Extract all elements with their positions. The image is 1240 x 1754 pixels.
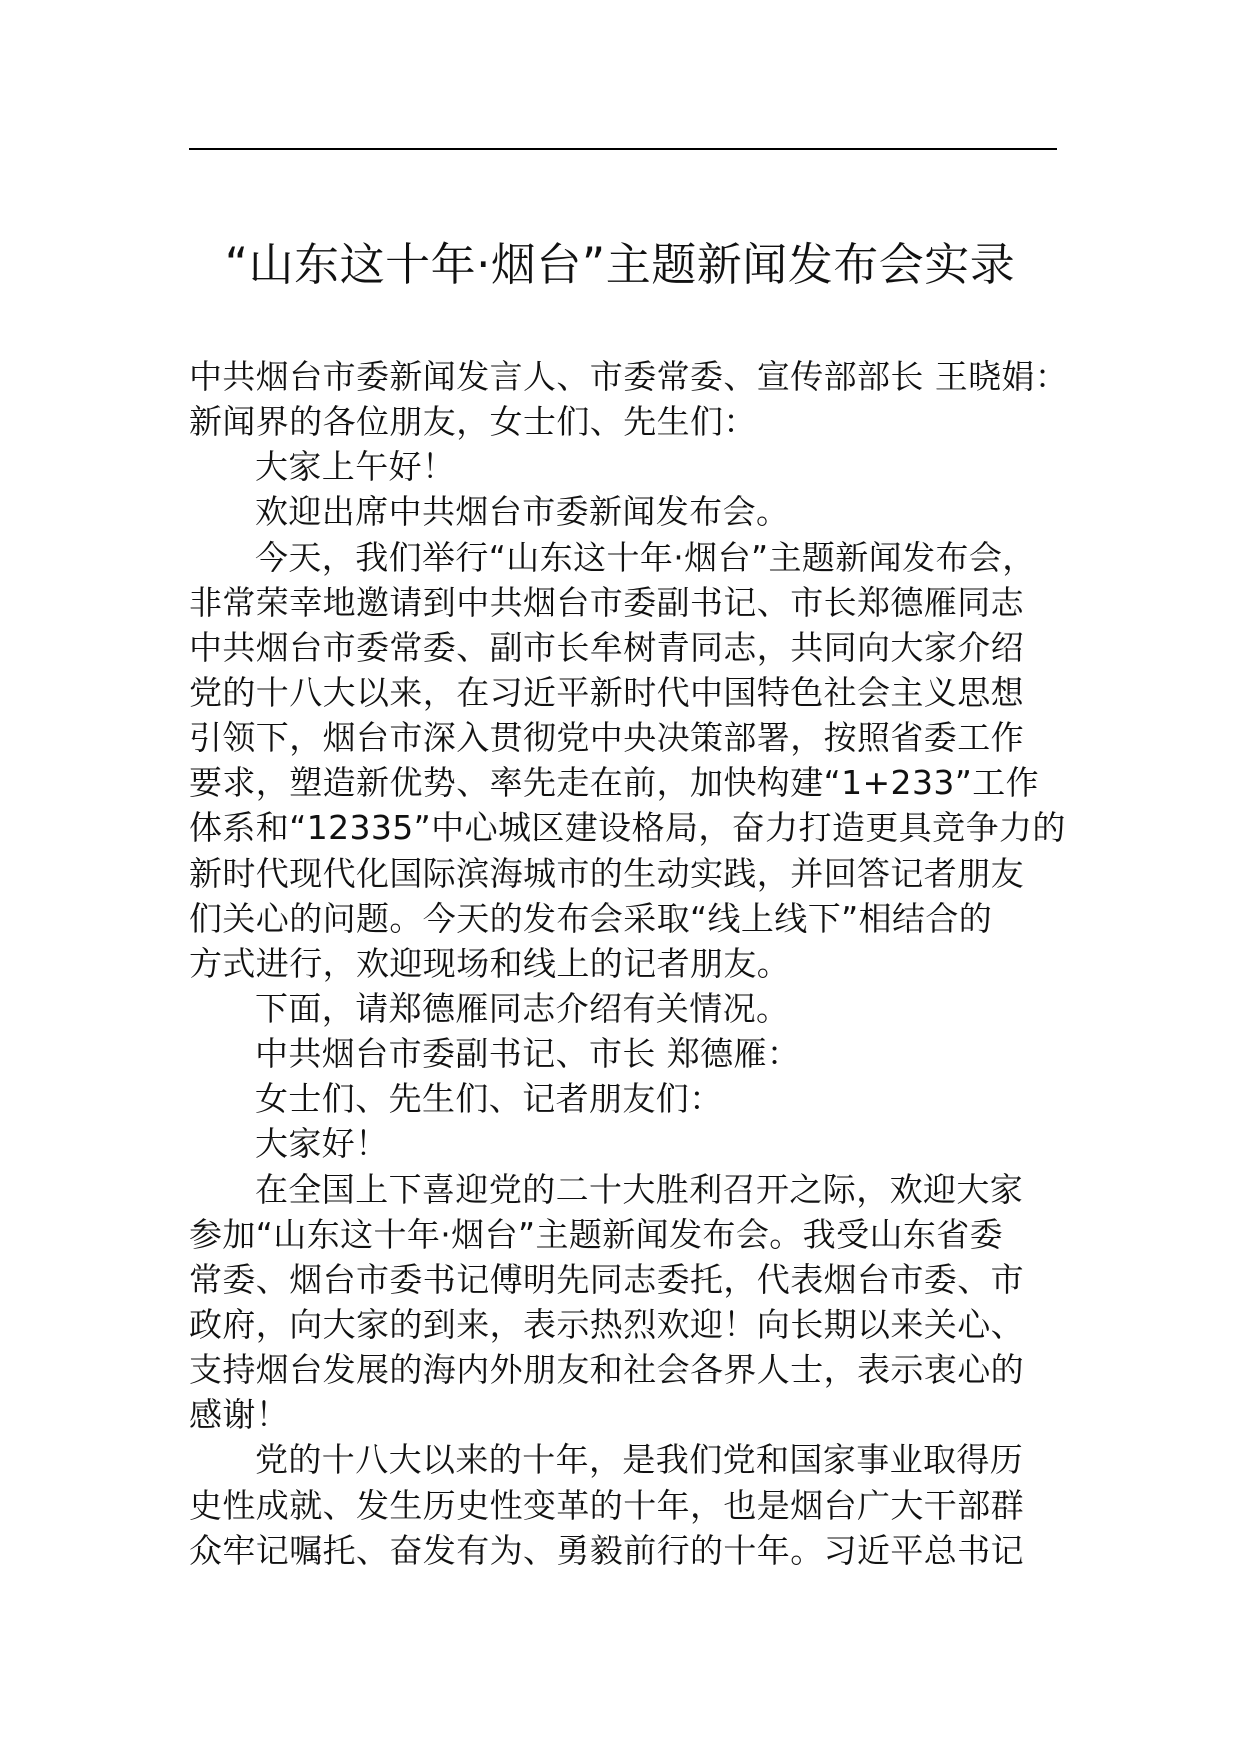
body-line: 非常荣幸地邀请到中共烟台市委副书记、市长郑德雁同志 (189, 582, 1024, 622)
body-line: 女士们、先生们、记者朋友们： (255, 1079, 723, 1119)
body-line: 中共烟台市委常委、副市长牟树青同志，共同向大家介绍 (189, 627, 1024, 667)
body-line: 支持烟台发展的海内外朋友和社会各界人士，表示衷心的 (189, 1350, 1024, 1390)
body-line: 要求，塑造新优势、率先走在前，加快构建“1+233”工作 (189, 763, 1040, 803)
body-line: 欢迎出席中共烟台市委新闻发布会。 (255, 492, 790, 532)
body-line: 党的十八大以来，在习近平新时代中国特色社会主义思想 (189, 672, 1024, 712)
body-line: 在全国上下喜迎党的二十大胜利召开之际，欢迎大家 (255, 1169, 1024, 1209)
body-line: 下面，请郑德雁同志介绍有关情况。 (255, 988, 790, 1028)
body-line: 引领下，烟台市深入贯彻党中央决策部署，按照省委工作 (189, 718, 1024, 758)
body-line: 众牢记嘱托、奋发有为、勇毅前行的十年。习近平总书记 (189, 1530, 1024, 1570)
document-body (189, 354, 1069, 1573)
body-line: 中共烟台市委副书记、市长 郑德雁： (255, 1034, 801, 1074)
body-line: 新闻界的各位朋友，女士们、先生们： (189, 402, 757, 442)
body-line: 感谢！ (189, 1395, 290, 1435)
body-line: 方式进行，欢迎现场和线上的记者朋友。 (189, 943, 791, 983)
body-line: 史性成就、发生历史性变革的十年，也是烟台广大干部群 (189, 1485, 1024, 1525)
body-line: 党的十八大以来的十年，是我们党和国家事业取得历 (255, 1440, 1024, 1480)
body-line: 大家上午好！ (255, 447, 456, 487)
document-title: “山东这十年·烟台”主题新闻发布会实录 (224, 238, 1016, 291)
body-line: 们关心的问题。今天的发布会采取“线上线下”相结合的 (189, 898, 993, 938)
body-line: 参加“山东这十年·烟台”主题新闻发布会。我受山东省委 (189, 1214, 1004, 1254)
body-line: 政府，向大家的到来，表示热烈欢迎！向长期以来关心、 (189, 1304, 1024, 1344)
body-line: 新时代现代化国际滨海城市的生动实践，并回答记者朋友 (189, 853, 1024, 893)
body-line: 常委、烟台市委书记傅明先同志委托，代表烟台市委、市 (189, 1259, 1024, 1299)
body-line: 中共烟台市委新闻发言人、市委常委、宣传部部长 王晓娟： (189, 357, 1069, 396)
body-line: 体系和“12335”中心城区建设格局，奋力打造更具竞争力的 (189, 808, 1066, 848)
header-rule (189, 148, 1057, 150)
body-line: 今天，我们举行“山东这十年·烟台”主题新闻发布会， (255, 537, 1036, 577)
body-line: 大家好！ (255, 1124, 389, 1164)
